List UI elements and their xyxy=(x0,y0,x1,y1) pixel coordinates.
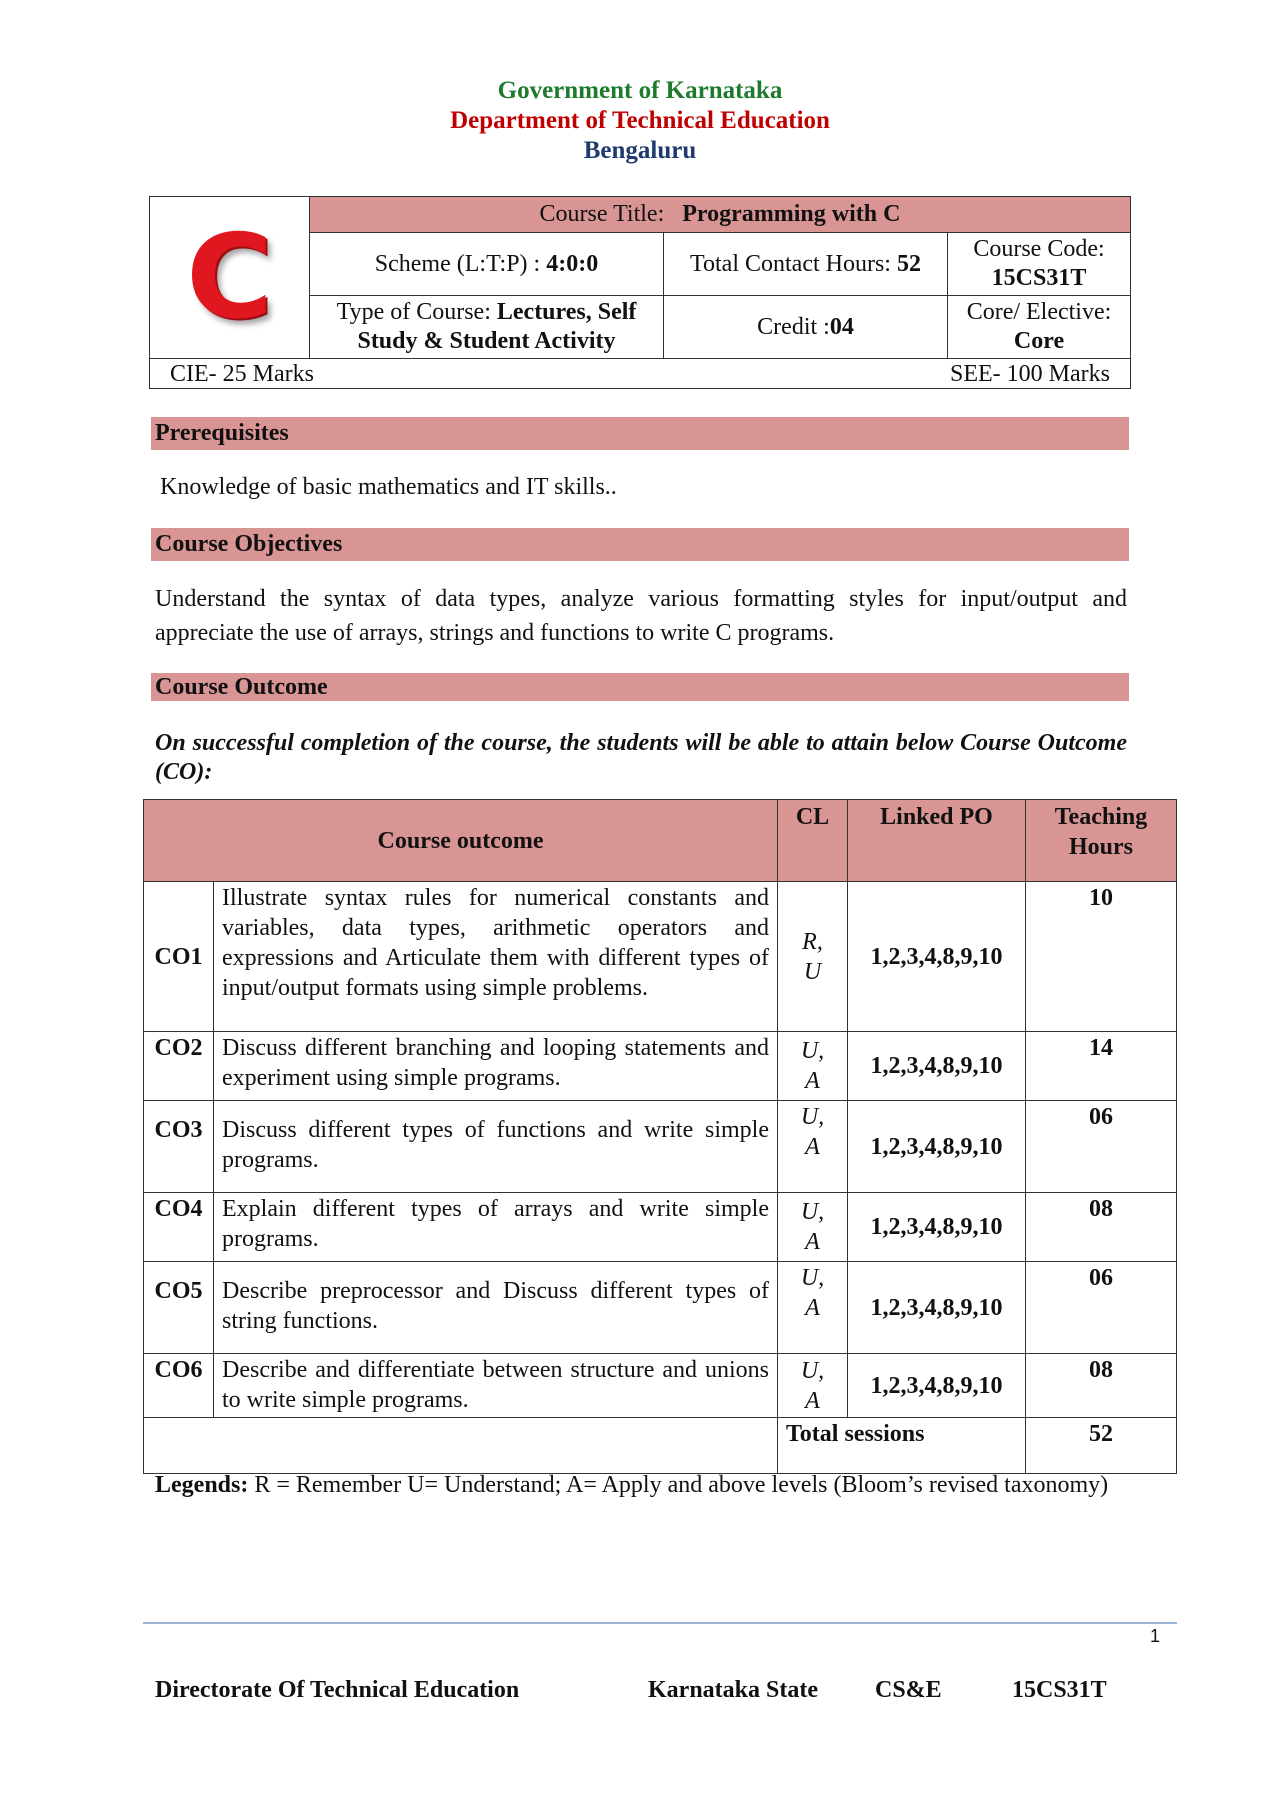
contact-hours-label: Total Contact Hours: xyxy=(690,250,891,277)
table-row xyxy=(144,1101,1177,1193)
core-elective-label: Core/ Elective: xyxy=(966,299,1112,325)
course-type-label: Type of Course: xyxy=(336,299,491,325)
co-linked-po: 1,2,3,4,8,9,10 xyxy=(848,1354,1026,1418)
col-cl: CL xyxy=(778,800,848,882)
credit-label: Credit : xyxy=(757,313,830,340)
c-logo-cell xyxy=(150,197,310,359)
page-number: 1 xyxy=(1150,1626,1161,1646)
co-linked-po: 1,2,3,4,8,9,10 xyxy=(848,1262,1026,1354)
col-teaching-hours-line2: Hours xyxy=(1068,834,1133,860)
col-linked-po: Linked PO xyxy=(848,800,1026,882)
co-linked-po: 1,2,3,4,8,9,10 xyxy=(848,1032,1026,1101)
footer-course-code: 15CS31T xyxy=(1012,1677,1107,1703)
co-hours: 06 xyxy=(1026,1262,1177,1354)
co-cl-1: U, xyxy=(800,1199,825,1225)
co-id: CO3 xyxy=(144,1101,214,1193)
core-elective-value: Core xyxy=(1013,328,1065,354)
outcome-intro: On successful completion of the course, the students will be able to attain below Course Outcome (CO): xyxy=(155,730,1127,785)
prerequisites-heading: Prerequisites xyxy=(151,417,1129,450)
credit-cell xyxy=(664,296,948,359)
course-title-label: Course Title: xyxy=(539,201,665,227)
co-id: CO2 xyxy=(144,1032,214,1101)
marks-row xyxy=(150,359,1131,389)
total-blank-cell xyxy=(144,1418,778,1474)
co-description: Discuss different branching and looping statements and experiment using simple programs. xyxy=(214,1032,778,1101)
co-cl xyxy=(778,1101,848,1193)
prerequisites-text: Knowledge of basic mathematics and IT skills.. xyxy=(160,474,617,500)
footer-dept: CS&E xyxy=(875,1677,942,1703)
co-hours: 06 xyxy=(1026,1101,1177,1193)
co-linked-po: 1,2,3,4,8,9,10 xyxy=(848,1193,1026,1262)
co-cl-1: U, xyxy=(800,1104,825,1130)
table-row xyxy=(144,1193,1177,1262)
page-header xyxy=(0,76,1280,166)
table-row xyxy=(144,1032,1177,1101)
contact-hours-value: 52 xyxy=(896,250,921,277)
co-description: Describe and differentiate between structure and unions to write simple programs. xyxy=(214,1354,778,1418)
course-type-value: Lectures, Self Study & Student Activity xyxy=(357,299,637,354)
co-cl-2: A xyxy=(805,1134,820,1160)
co-cl-1: U, xyxy=(800,1265,825,1291)
co-description: Describe preprocessor and Discuss different types of string functions. xyxy=(214,1262,778,1354)
co-linked-po: 1,2,3,4,8,9,10 xyxy=(848,1101,1026,1193)
course-title-value: Programming with C xyxy=(682,201,901,227)
co-description: Explain different types of arrays and write simple programs. xyxy=(214,1193,778,1262)
table-row xyxy=(144,882,1177,1032)
footer-state: Karnataka State xyxy=(648,1677,818,1703)
co-cl xyxy=(778,882,848,1032)
col-course-outcome: Course outcome xyxy=(144,800,778,882)
co-id: CO6 xyxy=(144,1354,214,1418)
department-title: Department of Technical Education xyxy=(450,107,830,134)
co-cl xyxy=(778,1354,848,1418)
co-hours: 08 xyxy=(1026,1193,1177,1262)
course-type-cell xyxy=(310,296,664,359)
objectives-text: Understand the syntax of data types, analyze various formatting styles for input/output and appreciate the use of arrays, strings and functions to write C programs. xyxy=(155,586,1127,646)
co-hours: 14 xyxy=(1026,1032,1177,1101)
co-cl-2: A xyxy=(805,1295,820,1321)
city-title: Bengaluru xyxy=(583,137,697,164)
co-cl-1: U, xyxy=(800,1038,825,1064)
legend-label: Legends: xyxy=(155,1472,249,1498)
objectives-heading: Course Objectives xyxy=(151,528,1129,561)
col-teaching-hours-line1: Teaching xyxy=(1054,804,1148,830)
course-code-label: Course Code: xyxy=(973,236,1105,262)
see-marks: SEE- 100 Marks xyxy=(950,360,1110,387)
scheme-label: Scheme (L:T:P) : xyxy=(374,250,541,277)
co-description: Illustrate syntax rules for numerical constants and variables, data types, arithmetic operators and expressions and Articulate them with different types of input/output formats using simple problems. xyxy=(214,882,778,1032)
co-cl-2: A xyxy=(805,1229,820,1255)
legend xyxy=(155,1470,1127,1500)
legend-text: R = Remember U= Understand; A= Apply and above levels (Bloom’s revised taxonomy) xyxy=(248,1472,1109,1498)
total-row xyxy=(144,1418,1177,1474)
course-code-cell xyxy=(948,233,1131,296)
col-teaching-hours xyxy=(1026,800,1177,882)
co-cl-2: A xyxy=(805,1387,820,1414)
co-cl xyxy=(778,1032,848,1101)
course-info-table xyxy=(149,196,1131,389)
co-hours: 08 xyxy=(1026,1354,1177,1418)
c-logo-icon: C xyxy=(186,209,273,345)
co-id: CO5 xyxy=(144,1262,214,1354)
total-sessions-label: Total sessions xyxy=(778,1418,1026,1474)
co-description: Discuss different types of functions and write simple programs. xyxy=(214,1101,778,1193)
co-hours: 10 xyxy=(1026,882,1177,1032)
table-row xyxy=(144,1354,1177,1418)
table-row xyxy=(144,1262,1177,1354)
contact-hours-cell xyxy=(664,233,948,296)
footer-directorate: Directorate Of Technical Education xyxy=(155,1677,520,1703)
core-elective-cell xyxy=(948,296,1131,359)
co-cl-1: U, xyxy=(800,1357,825,1384)
course-code-value: 15CS31T xyxy=(991,265,1087,291)
co-id: CO4 xyxy=(144,1193,214,1262)
total-sessions-value: 52 xyxy=(1026,1418,1177,1474)
co-id: CO1 xyxy=(144,882,214,1032)
government-title: Government of Karnataka xyxy=(497,77,783,104)
outcome-heading: Course Outcome xyxy=(151,673,1129,701)
scheme-value: 4:0:0 xyxy=(546,250,599,277)
scheme-cell xyxy=(310,233,664,296)
footer-divider xyxy=(143,1622,1177,1624)
co-cl-2: A xyxy=(805,1068,820,1094)
co-cl-1: R, xyxy=(802,928,823,955)
cie-marks: CIE- 25 Marks xyxy=(170,360,314,387)
co-cl-2: U xyxy=(803,958,822,985)
course-title-cell xyxy=(310,197,1131,233)
co-cl xyxy=(778,1193,848,1262)
course-outcome-table xyxy=(143,799,1177,1474)
co-cl xyxy=(778,1262,848,1354)
co-linked-po: 1,2,3,4,8,9,10 xyxy=(848,882,1026,1032)
credit-value: 04 xyxy=(829,313,854,340)
